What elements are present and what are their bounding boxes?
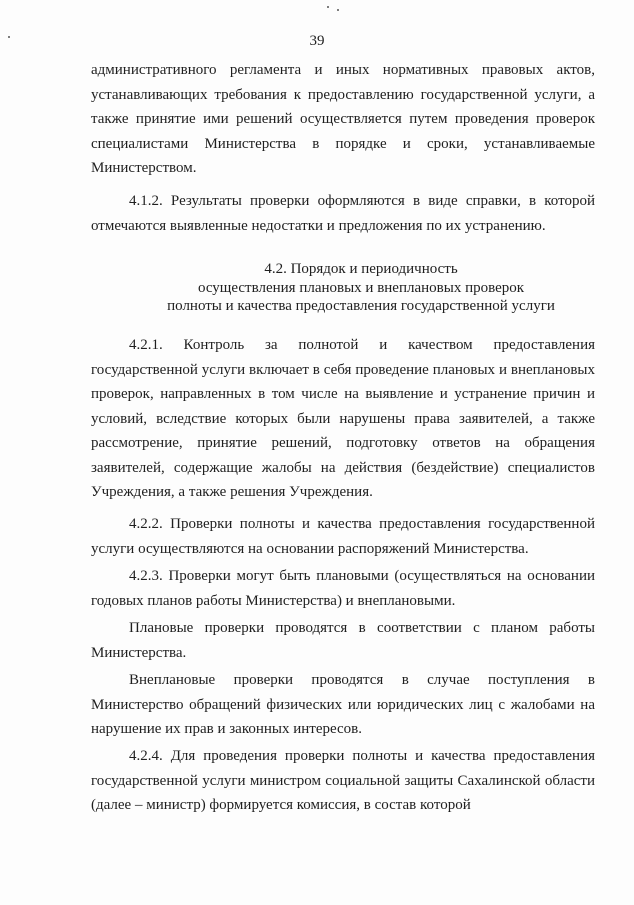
heading-line-1: 4.2. Порядок и периодичность bbox=[264, 261, 458, 277]
heading-line-3: полноты и качества предоставления государственной услуги bbox=[167, 298, 555, 314]
paragraph-4-2-1: 4.2.1. Контроль за полнотой и качеством предоставления государственной услуги включает в себя проведение плановых и внеплановых проверок, направленных в том числе на выявление и устранение причин и условий, вследствие которых были нарушены права заявителей, а также рассмотрение, принятие решений, подготовку ответов на обращения заявителей, содержащие жалобы на действия (бездействие) специалистов Учреждения, а также решения Учреждения. bbox=[91, 337, 595, 500]
paragraph-4-2-4: 4.2.4. Для проведения проверки полноты и качества предоставления государственной услуги министром социальной защиты Сахалинской области (далее – министр) формируется комиссия, в состав которой bbox=[91, 748, 595, 813]
page-number: 39 bbox=[309, 33, 325, 49]
scan-speck bbox=[337, 9, 339, 11]
section-heading-4-2 bbox=[91, 260, 631, 316]
paragraph-4-2-3: 4.2.3. Проверки могут быть плановыми (осуществляться на основании годовых планов работы Министерства) и внеплановыми. bbox=[91, 568, 595, 609]
paragraph-planned-checks: Плановые проверки проводятся в соответствии с планом работы Министерства. bbox=[91, 620, 595, 661]
paragraph-4-2-2: 4.2.2. Проверки полноты и качества предоставления государственной услуги осуществляются на основании распоряжений Министерства. bbox=[91, 516, 595, 557]
paragraph-4-1-2: 4.1.2. Результаты проверки оформляются в виде справки, в которой отмечаются выявленные недостатки и предложения по их устранению. bbox=[91, 193, 595, 234]
scan-speck bbox=[327, 6, 329, 8]
heading-line-2: осуществления плановых и внеплановых проверок bbox=[197, 279, 525, 296]
paragraph-unplanned-checks: Внеплановые проверки проводятся в случае поступления в Министерство обращений физических или юридических лиц с жалобами на нарушение их прав и законных интересов. bbox=[91, 672, 595, 737]
paragraph-regulation-continuation: административного регламента и иных нормативных правовых актов, устанавливающих требования к предоставлению государственной услуги, а также принятие ими решений осуществляется путем проведения проверок специалистами Министерства в порядке и сроки, устанавливаемые Министерством. bbox=[91, 62, 595, 176]
